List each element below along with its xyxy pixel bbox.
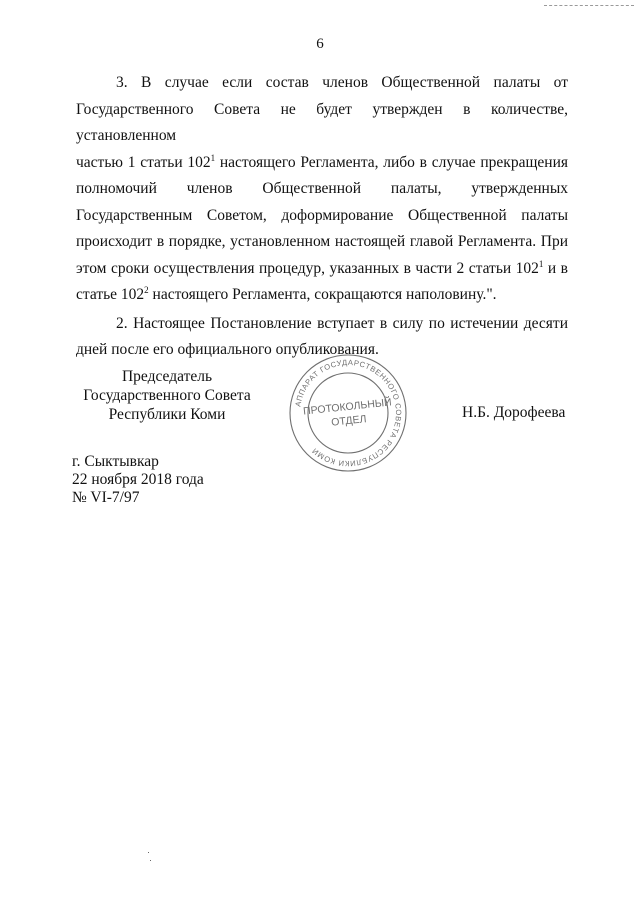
paragraph-line: 2. Настоящее Постановление вступает в силу по истечении десяти (116, 314, 568, 332)
official-stamp (283, 352, 413, 474)
paragraph-line (76, 282, 568, 309)
paragraph-line (76, 256, 568, 283)
line-text: этом сроки осуществления процедур, указанных в части 2 статьи 102 (76, 259, 539, 277)
superscript: 1 (210, 152, 216, 163)
scan-speck (148, 852, 149, 853)
paragraph-line: 3. В случае если состав членов Общественной палаты от (116, 74, 568, 91)
paragraph-line: Государственного Совета не будет утвержден в количестве, установленном (76, 100, 568, 144)
date: 22 ноября 2018 года (72, 471, 204, 488)
paragraph-line: дней после его официального опубликования. (76, 341, 379, 358)
page-number: 6 (316, 36, 324, 52)
signer-title-line: Председатель (121, 368, 213, 385)
superscript: 2 (144, 285, 149, 295)
signer-title (72, 367, 262, 424)
stamp-center-text: ПРОТОКОЛЬНЫЙ (302, 396, 393, 418)
signer-name: Н.Б. Дорофеева (462, 404, 566, 421)
document-body (76, 70, 568, 364)
paragraph-line: Государственным Советом, доформирование Общественной палаты (76, 206, 568, 224)
line-text: и в (543, 259, 568, 277)
paragraph-line (76, 150, 568, 177)
line-text: настоящего Регламента, либо в случае прекращения (215, 153, 568, 171)
line-text: статье 102 (76, 286, 145, 303)
city: г. Сыктывкар (72, 453, 159, 470)
document-footer (72, 453, 204, 507)
stamp-ring-text: АППАРАТ ГОСУДАРСТВЕННОГО СОВЕТА РЕСПУБЛИКИ КОМИ (293, 357, 404, 469)
paragraph-3 (76, 70, 568, 309)
scan-artifact (544, 5, 634, 7)
line-text: настоящего Регламента, сокращаются наполовину.". (148, 286, 497, 303)
signer-title-line: Республики Коми (108, 406, 226, 423)
paragraph-line: полномочий членов Общественной палаты, утвержденных (76, 180, 568, 197)
scan-speck (150, 860, 151, 861)
document-number: № VI-7/97 (72, 489, 140, 506)
paragraph-line: происходит в порядке, установленном настоящей главой Регламента. При (76, 233, 568, 250)
superscript: 1 (538, 258, 544, 269)
line-text: частью 1 статьи 102 (76, 153, 211, 171)
stamp-center-text: ОТДЕЛ (330, 413, 367, 429)
signer-title-line: Государственного Совета (83, 387, 251, 404)
